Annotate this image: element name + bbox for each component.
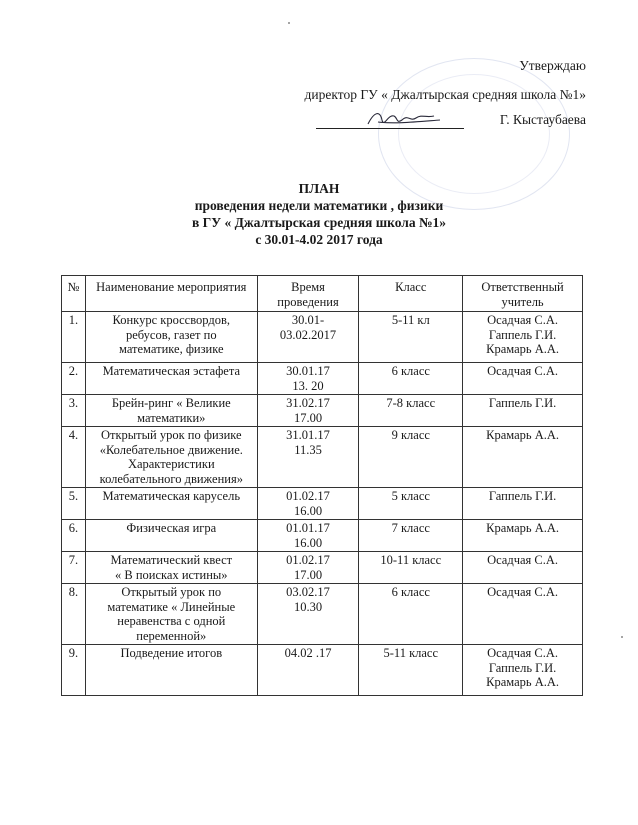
cell-grade: 10-11 класс	[359, 552, 463, 584]
cell-event-line: Открытый урок по физике	[100, 428, 242, 442]
cell-event	[85, 488, 257, 520]
cell-number: 7.	[62, 552, 86, 584]
cell-grade: 6 класс	[359, 584, 463, 645]
cell-grade: 5-11 кл	[359, 312, 463, 363]
cell-number: 4.	[62, 427, 86, 488]
approver-name: Г. Кыстаубаева	[499, 112, 586, 127]
cell-time	[257, 584, 359, 645]
cell-teacher-line: Гаппель Г.И.	[488, 396, 557, 410]
scan-speck	[288, 22, 290, 24]
cell-event-line: математике, физике	[119, 342, 224, 356]
cell-teacher	[463, 552, 583, 584]
cell-event-line: Математический квест	[110, 553, 233, 567]
cell-time-line: 10.30	[293, 599, 323, 614]
cell-teacher-line: Осадчая С.А.	[487, 585, 559, 599]
table-row	[62, 584, 583, 645]
cell-teacher-line: Гаппель Г.И.	[488, 327, 557, 342]
heading-school: в ГУ « Джалтырская средняя школа №1»	[191, 215, 447, 230]
cell-time	[257, 552, 359, 584]
cell-time-line: 01.02.17	[286, 553, 330, 567]
cell-grade: 7 класс	[359, 520, 463, 552]
cell-event	[85, 584, 257, 645]
cell-time-line: 03.02.17	[286, 585, 330, 599]
cell-teacher	[463, 520, 583, 552]
header-time-line: Время	[291, 280, 325, 294]
cell-grade: 9 класс	[359, 427, 463, 488]
cell-event-line: ребусов, газет по	[126, 327, 217, 342]
cell-teacher-line: Крамарь А.А.	[486, 342, 559, 356]
table-header-row	[62, 276, 583, 312]
cell-event-line: Открытый урок по	[121, 585, 222, 599]
cell-time-line: 17.00	[293, 567, 323, 582]
document-heading	[0, 180, 638, 248]
cell-event	[85, 520, 257, 552]
table-row	[62, 645, 583, 696]
cell-event-line: переменной»	[136, 628, 207, 643]
cell-event-line: «Колебательное движение.	[99, 442, 243, 457]
cell-event	[85, 312, 257, 363]
cell-teacher	[463, 488, 583, 520]
cell-event-line: математики»	[137, 410, 206, 425]
cell-teacher	[463, 312, 583, 363]
cell-time	[257, 363, 359, 395]
cell-time-line: 16.00	[293, 503, 323, 518]
cell-time-line: 16.00	[293, 535, 323, 550]
cell-event-line: неравенства с одной	[117, 614, 226, 628]
cell-teacher-line: Гаппель Г.И.	[488, 489, 557, 503]
table-row	[62, 552, 583, 584]
scan-speck	[621, 636, 623, 638]
cell-time-line: 30.01.17	[286, 364, 330, 378]
cell-event-line: Математическая карусель	[102, 489, 241, 503]
cell-event	[85, 427, 257, 488]
approval-title-text: Утверждаю	[519, 58, 586, 73]
cell-teacher-line: Гаппель Г.И.	[488, 660, 557, 675]
cell-time	[257, 427, 359, 488]
header-grade: Класс	[359, 276, 463, 312]
cell-event-line: Брейн-ринг « Великие	[111, 396, 231, 410]
cell-teacher-line: Осадчая С.А.	[487, 364, 559, 378]
cell-teacher	[463, 363, 583, 395]
heading-plan: ПЛАН	[298, 181, 340, 196]
cell-time-line: 11.35	[294, 442, 322, 457]
table-row	[62, 427, 583, 488]
table-row	[62, 520, 583, 552]
cell-teacher-line: Крамарь А.А.	[486, 675, 559, 689]
cell-time-line: 03.02.2017	[279, 327, 337, 342]
cell-number: 6.	[62, 520, 86, 552]
cell-event-line: Конкурс кроссвордов,	[112, 313, 231, 327]
cell-event	[85, 552, 257, 584]
cell-event-line: Математическая эстафета	[102, 364, 241, 378]
cell-time-line: 04.02 .17	[284, 646, 332, 660]
events-table	[61, 275, 583, 696]
header-event: Наименование мероприятия	[85, 276, 257, 312]
header-time-line: проведения	[277, 294, 339, 309]
cell-number: 9.	[62, 645, 86, 696]
cell-time-line: 01.02.17	[286, 489, 330, 503]
cell-teacher	[463, 427, 583, 488]
header-time	[257, 276, 359, 312]
cell-number: 2.	[62, 363, 86, 395]
table-row	[62, 312, 583, 363]
cell-time-line: 31.02.17	[286, 396, 330, 410]
header-teacher	[463, 276, 583, 312]
cell-number: 1.	[62, 312, 86, 363]
cell-event-line: « В поисках истины»	[115, 567, 228, 582]
cell-time-line: 30.01-	[291, 313, 325, 327]
cell-event	[85, 645, 257, 696]
cell-event	[85, 395, 257, 427]
cell-event-line: Подведение итогов	[120, 646, 223, 660]
cell-time	[257, 488, 359, 520]
cell-time	[257, 312, 359, 363]
cell-number: 3.	[62, 395, 86, 427]
cell-event-line: колебательного движения»	[99, 471, 243, 486]
handwritten-signature	[364, 104, 444, 134]
cell-event-line: Характеристики	[127, 457, 215, 471]
approval-role-text: директор ГУ « Джалтырская средняя школа №1»	[304, 87, 586, 102]
table-row	[62, 395, 583, 427]
cell-grade: 6 класс	[359, 363, 463, 395]
cell-time-line: 01.01.17	[286, 521, 330, 535]
cell-time	[257, 520, 359, 552]
cell-teacher	[463, 395, 583, 427]
cell-grade: 7-8 класс	[359, 395, 463, 427]
heading-dates: с 30.01-4.02 2017 года	[255, 232, 383, 247]
cell-teacher-line: Осадчая С.А.	[487, 553, 559, 567]
cell-time-line: 17.00	[293, 410, 323, 425]
cell-time-line: 31.01.17	[286, 428, 330, 442]
cell-time	[257, 645, 359, 696]
header-teacher-line: учитель	[501, 294, 544, 309]
heading-subject: проведения недели математики , физики	[194, 198, 444, 213]
cell-teacher-line: Крамарь А.А.	[486, 428, 559, 442]
cell-teacher-line: Осадчая С.А.	[487, 313, 559, 327]
cell-grade: 5 класс	[359, 488, 463, 520]
cell-event	[85, 363, 257, 395]
table-row	[62, 488, 583, 520]
cell-grade: 5-11 класс	[359, 645, 463, 696]
cell-teacher-line: Крамарь А.А.	[486, 521, 559, 535]
header-teacher-line: Ответственный	[481, 280, 564, 294]
cell-time	[257, 395, 359, 427]
cell-event-line: Физическая игра	[126, 521, 217, 535]
cell-teacher-line: Осадчая С.А.	[487, 646, 559, 660]
signature-line	[316, 112, 586, 134]
cell-event-line: математике « Линейные	[107, 599, 236, 614]
table-row	[62, 363, 583, 395]
cell-number: 8.	[62, 584, 86, 645]
cell-time-line: 13. 20	[292, 378, 324, 393]
cell-number: 5.	[62, 488, 86, 520]
cell-teacher	[463, 584, 583, 645]
cell-teacher	[463, 645, 583, 696]
header-number: №	[62, 276, 86, 312]
